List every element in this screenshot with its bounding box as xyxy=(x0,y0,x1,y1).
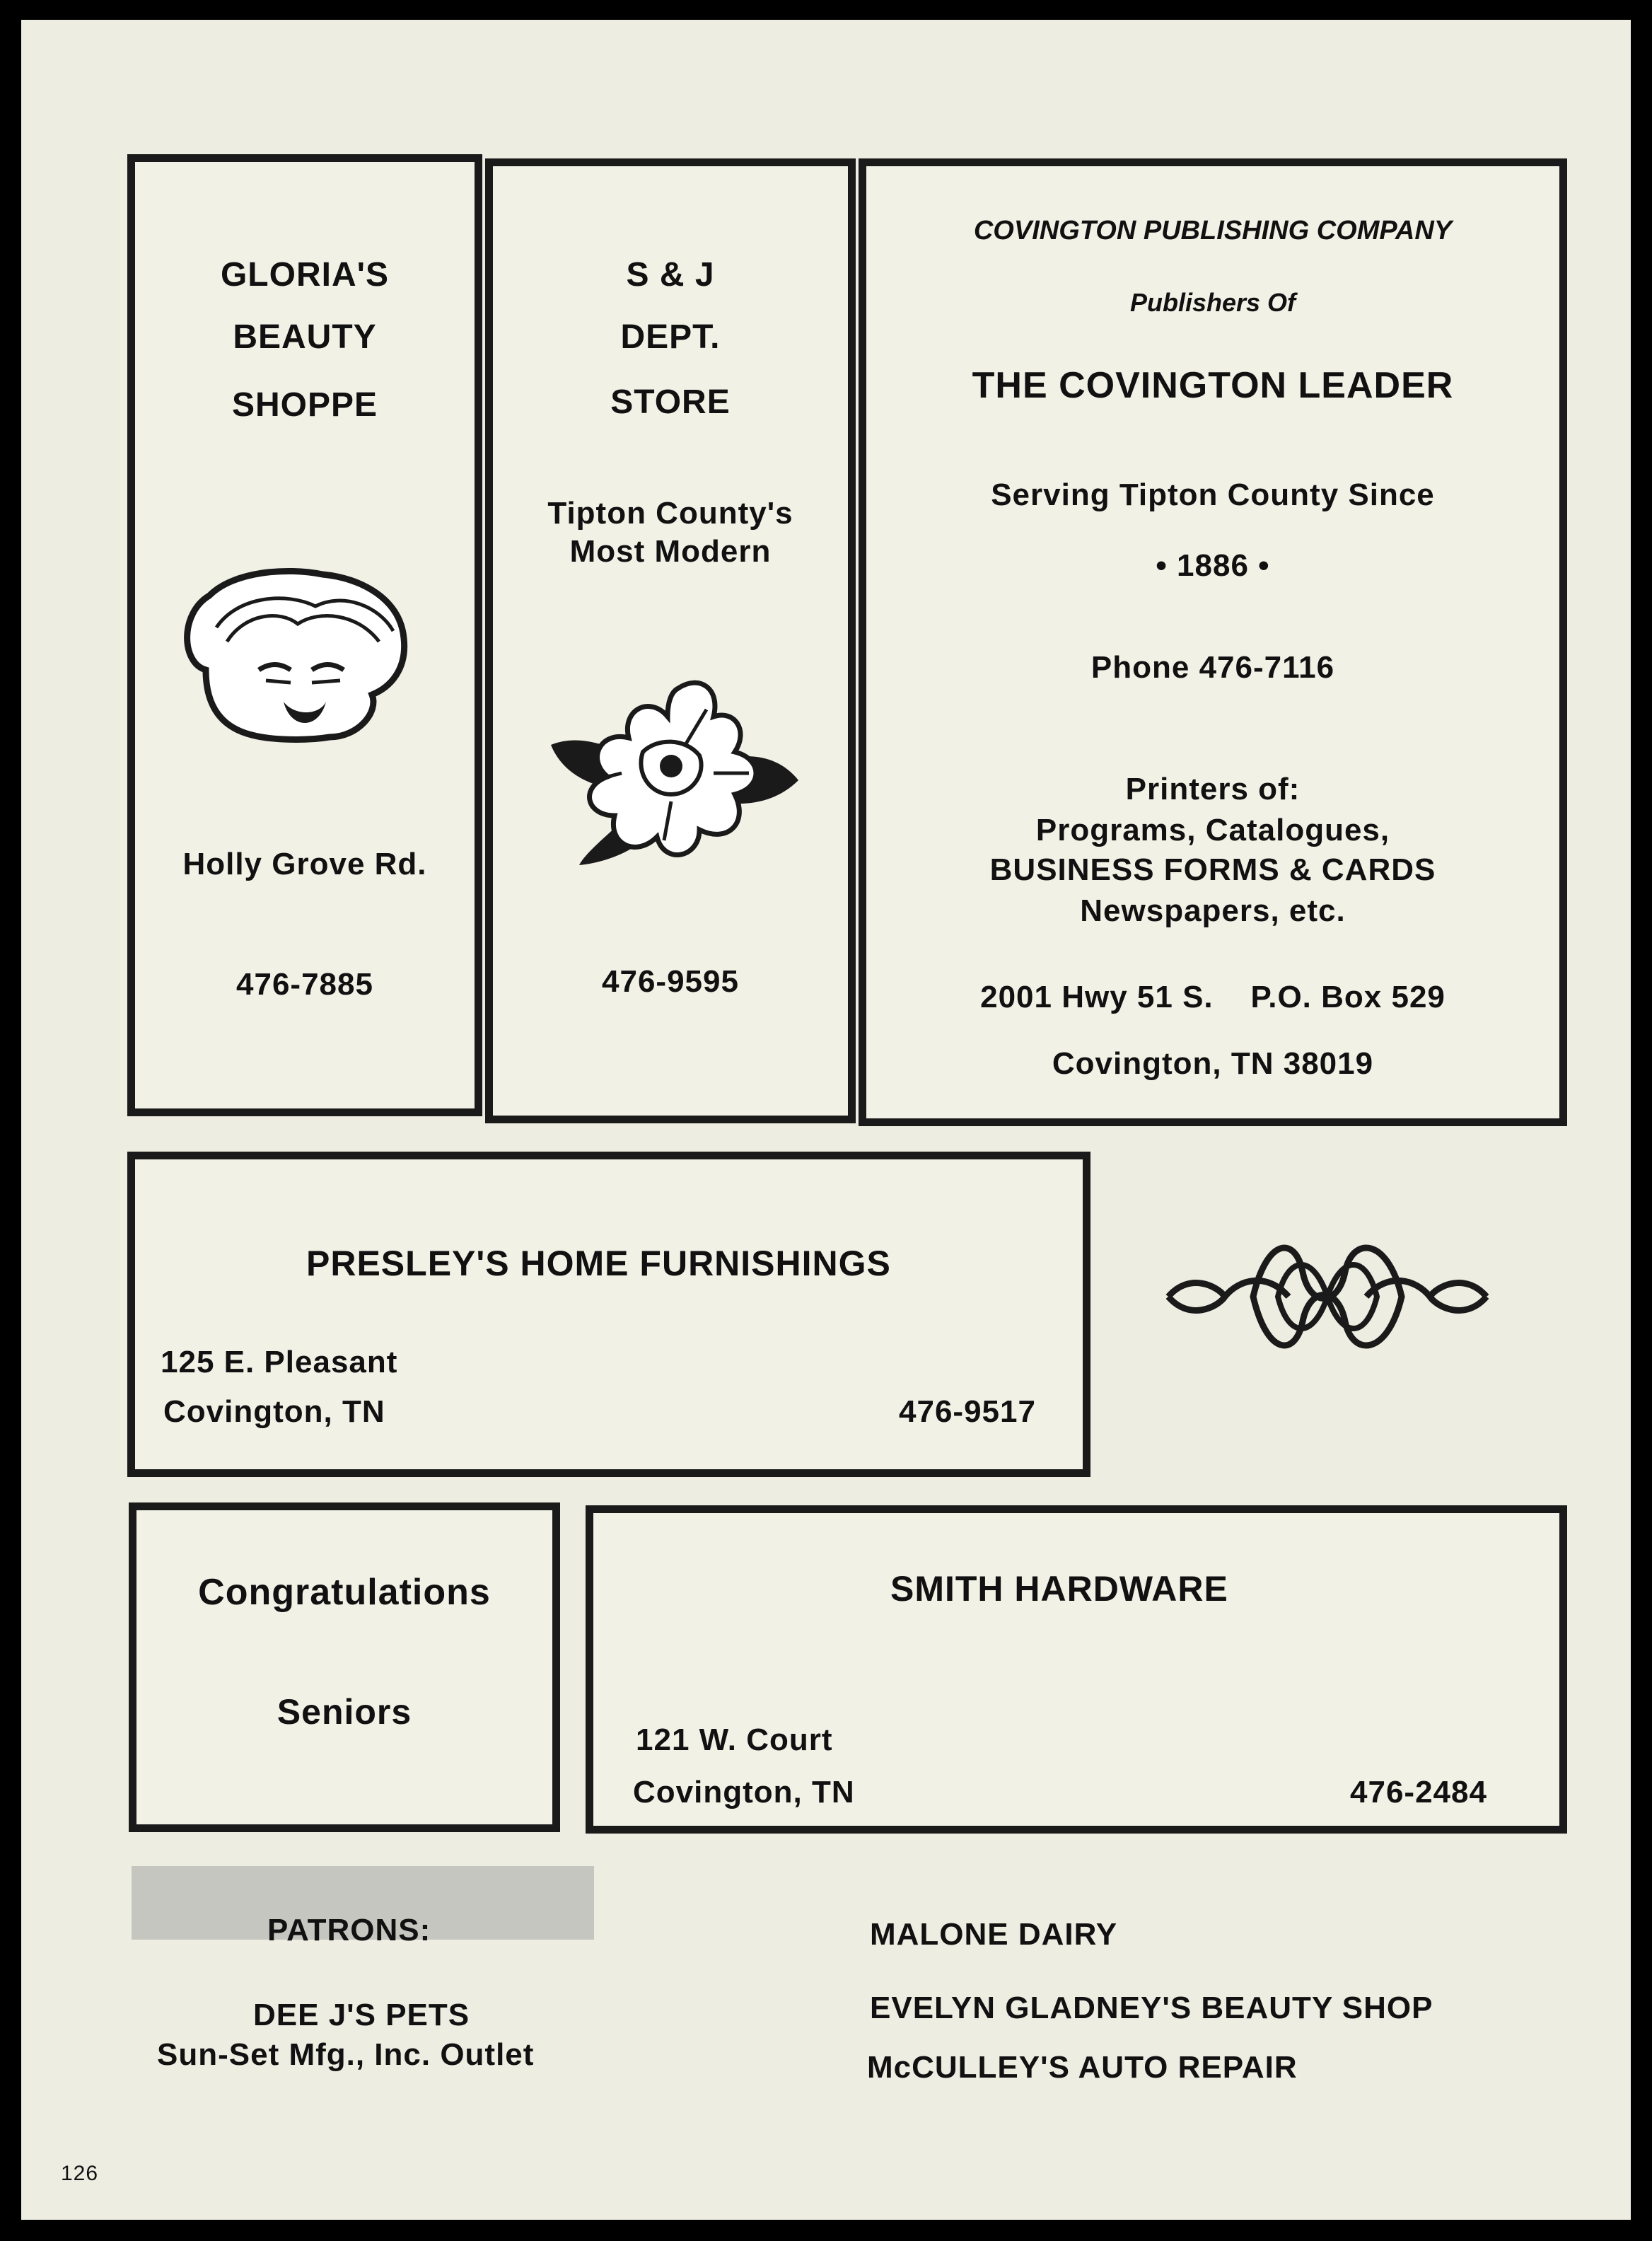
covington-company: COVINGTON PUBLISHING COMPANY xyxy=(973,216,1453,245)
patron-mcculleys-auto: McCULLEY'S AUTO REPAIR xyxy=(867,2050,1298,2085)
presley-name: PRESLEY'S HOME FURNISHINGS xyxy=(306,1244,891,1283)
ad-sj-dept-store xyxy=(485,158,856,1123)
covington-city: Covington, TN 38019 xyxy=(1052,1046,1374,1081)
covington-serving: Serving Tipton County Since xyxy=(991,477,1435,512)
sj-name-line3: STORE xyxy=(610,383,731,421)
gloria-phone: 476-7885 xyxy=(236,967,373,1002)
covington-products-line1: Programs, Catalogues, xyxy=(1035,813,1390,847)
covington-printers-of: Printers of: xyxy=(1125,772,1301,806)
gloria-address: Holly Grove Rd. xyxy=(182,847,427,881)
covington-paper-name: THE COVINGTON LEADER xyxy=(972,365,1454,406)
patron-dee-js-pets: DEE J'S PETS xyxy=(253,1998,470,2032)
ad-congratulations xyxy=(129,1502,560,1832)
congrats-line1: Congratulations xyxy=(198,1572,491,1613)
smith-phone: 476-2484 xyxy=(1350,1775,1487,1809)
presley-address-line2: Covington, TN xyxy=(163,1394,385,1429)
patrons-heading: PATRONS: xyxy=(267,1913,431,1947)
ad-gloria xyxy=(127,154,482,1116)
magnolia-flower-icon xyxy=(537,667,805,872)
patron-malone-dairy: MALONE DAIRY xyxy=(870,1917,1118,1952)
covington-address: 2001 Hwy 51 S. P.O. Box 529 xyxy=(980,980,1446,1014)
sj-tagline-line1: Tipton County's xyxy=(547,496,793,531)
smith-address-line2: Covington, TN xyxy=(633,1775,855,1809)
sj-name-line2: DEPT. xyxy=(620,318,721,356)
covington-products-line3: Newspapers, etc. xyxy=(1080,893,1346,928)
ad-presley-home-furnishings xyxy=(127,1152,1090,1477)
gloria-name-line1: GLORIA'S xyxy=(220,256,390,294)
covington-products-line2: BUSINESS FORMS & CARDS xyxy=(989,852,1436,887)
sj-phone: 476-9595 xyxy=(602,964,739,999)
covington-year: • 1886 • xyxy=(1156,548,1270,583)
covington-phone: Phone 476-7116 xyxy=(1090,650,1335,685)
page-number: 126 xyxy=(61,2162,99,2185)
presley-phone: 476-9517 xyxy=(899,1394,1036,1429)
smiling-face-icon xyxy=(167,564,421,748)
covington-publishers-of: Publishers Of xyxy=(1129,288,1296,317)
sj-name-line1: S & J xyxy=(626,256,715,294)
patron-sun-set-mfg: Sun-Set Mfg., Inc. Outlet xyxy=(157,2037,535,2072)
patron-evelyn-gladneys: EVELYN GLADNEY'S BEAUTY SHOP xyxy=(870,1991,1433,2025)
yearbook-page xyxy=(21,20,1631,2220)
smith-address-line1: 121 W. Court xyxy=(636,1722,833,1757)
smith-name: SMITH HARDWARE xyxy=(890,1569,1228,1609)
ad-smith-hardware xyxy=(586,1505,1567,1834)
congrats-line2: Seniors xyxy=(277,1692,412,1732)
presley-address-line1: 125 E. Pleasant xyxy=(161,1345,398,1379)
scroll-ornament-icon xyxy=(1161,1229,1494,1364)
sj-tagline-line2: Most Modern xyxy=(569,534,772,569)
ad-covington-publishing xyxy=(859,158,1567,1126)
gloria-name-line2: BEAUTY xyxy=(233,318,377,356)
gloria-name-line3: SHOPPE xyxy=(231,386,378,424)
